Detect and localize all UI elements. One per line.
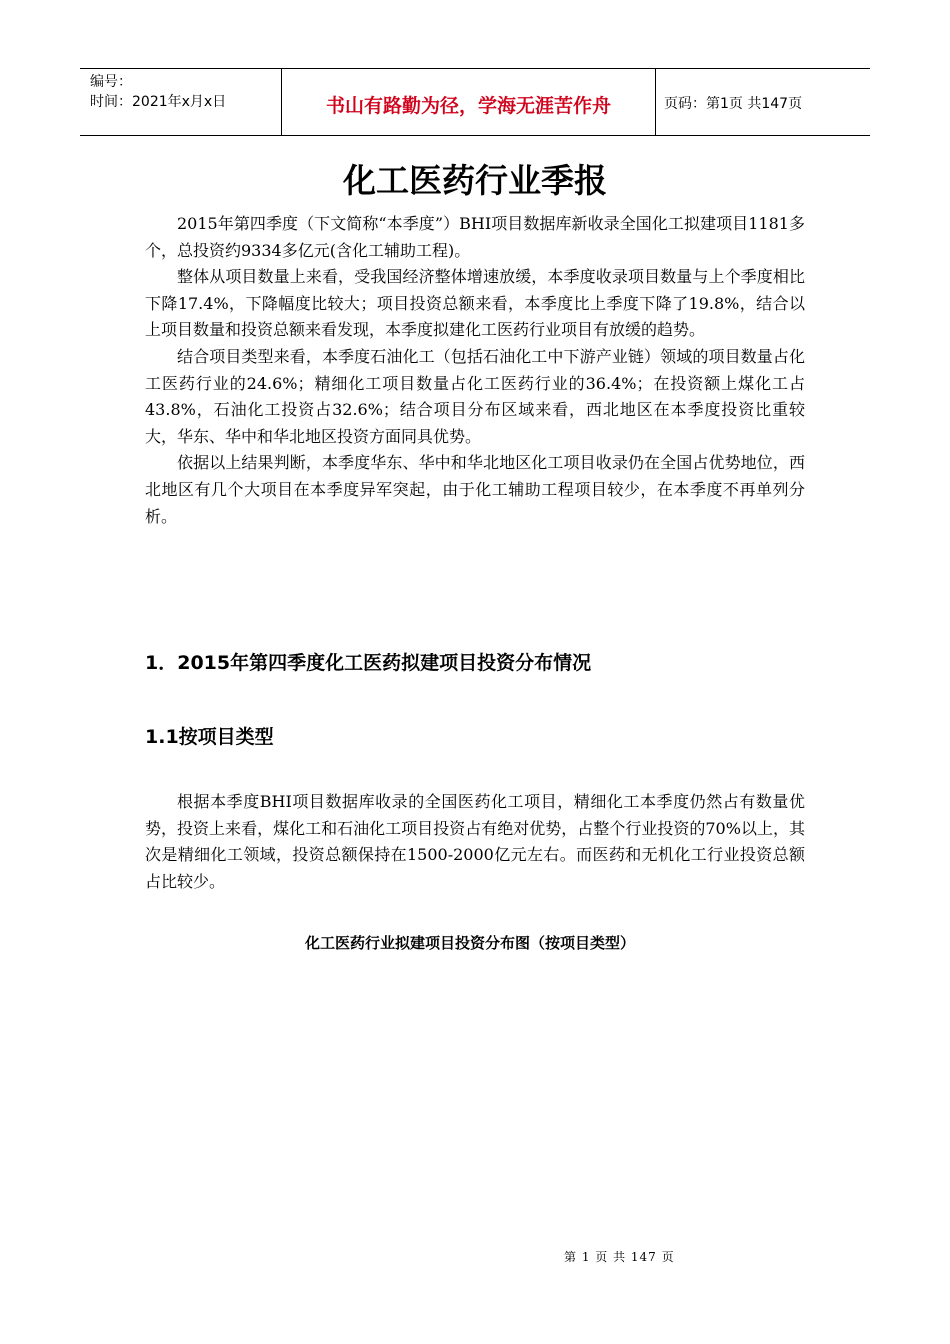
intro-paragraph-2: 整体从项目数量上来看，受我国经济整体增速放缓，本季度收录项目数量与上个季度相比下降17.4%，下降幅度比较大；项目投资总额来看，本季度比上季度下降了19.8%，结合以上项目数量和投资总额来看发现，本季度拟建化工医药行业项目有放缓的趋势。: [145, 267, 805, 340]
header-page-info: 页码：第1页 共147页: [664, 96, 803, 112]
document-title: 化工医药行业季报: [343, 161, 607, 200]
header-meta: [80, 69, 282, 135]
intro-paragraph-4: 依据以上结果判断，本季度华东、华中和华北地区化工项目收录仍在全国占优势地位，西北地区有几个大项目在本季度异军突起，由于化工辅助工程项目较少，在本季度不再单列分析。: [145, 453, 805, 526]
section-1-1-heading: 1.1按项目类型: [145, 726, 274, 748]
section-1-heading: 1．2015年第四季度化工医药拟建项目投资分布情况: [145, 652, 592, 674]
page-header: [80, 68, 870, 136]
section-1-1-body: [145, 789, 805, 895]
intro-paragraph-1: 2015年第四季度（下文简称“本季度”）BHI项目数据库新收录全国化工拟建项目1181多个，总投资约9334多亿元(含化工辅助工程)。: [145, 214, 805, 260]
header-motto: 书山有路勤为径，学海无涯苦作舟: [282, 69, 656, 135]
section-1-1-paragraph: 根据本季度BHI项目数据库收录的全国医药化工项目，精细化工本季度仍然占有数量优势，投资上来看，煤化工和石油化工项目投资占有绝对优势，占整个行业投资的70%以上，其次是精细化工领域，投资总额保持在1500-2000亿元左右。而医药和无机化工行业投资总额占比较少。: [145, 792, 805, 891]
figure-caption: 化工医药行业拟建项目投资分布图（按项目类型）: [304, 934, 635, 952]
serial-number-label: 编号：: [90, 74, 132, 90]
intro-paragraph-3: 结合项目类型来看，本季度石油化工（包括石油化工中下游产业链）领域的项目数量占化工医药行业的24.6%；精细化工项目数量占化工医药行业的36.4%；在投资额上煤化工占43.8%，石油化工投资占32.6%；结合项目分布区域来看，西北地区在本季度投资比重较大，华东、华中和华北地区投资方面同具优势。: [145, 346, 805, 446]
time-label: 时间：2021年x月x日: [90, 94, 227, 110]
footer-page-number: 第 1 页 共 147 页: [564, 1250, 675, 1264]
intro-section: [145, 211, 805, 530]
